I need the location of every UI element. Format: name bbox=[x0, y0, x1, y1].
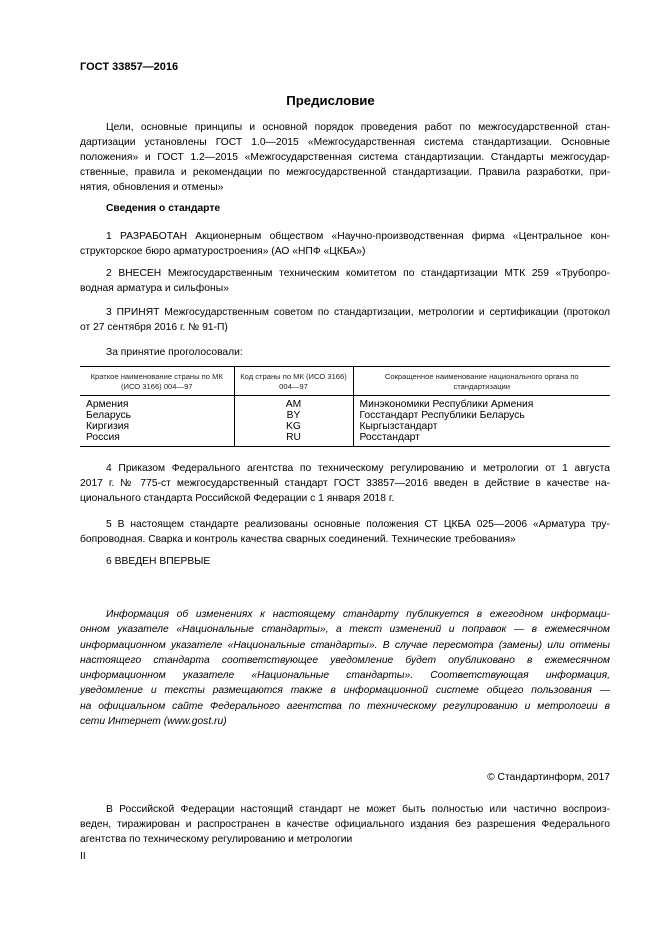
text-line: ционального стандарта Российской Федерации с 1 января 2018 г. bbox=[80, 493, 395, 504]
column-header-body: Сокращенное наименование национального органа по стандартизации bbox=[353, 367, 610, 396]
text-line: Цели, основные принципы и основной порядок проведения работ по межгосударственной стан- bbox=[106, 122, 610, 133]
body-cell: Госстандарт Республики Беларусь bbox=[353, 410, 610, 421]
code-cell: RU bbox=[234, 432, 353, 447]
text-line: от 27 сентября 2016 г. № 91-П) bbox=[80, 322, 228, 333]
code-cell: AM bbox=[234, 396, 353, 411]
text-line: 4 Приказом Федерального агентства по техническому регулированию и метрологии от 1 августа bbox=[106, 463, 610, 474]
text-line: на официальном сайте Федерального агентства по техническому регулированию и метрологии в bbox=[80, 700, 610, 712]
voting-table bbox=[80, 366, 610, 447]
body-cell: Кыргызстандарт bbox=[353, 421, 610, 432]
table-row bbox=[80, 410, 610, 421]
text-line: ственные, правила и рекомендации по межгосударственной стандартизации. Правила разработки, при- bbox=[80, 167, 610, 178]
code-cell: BY bbox=[234, 410, 353, 421]
copyright: © Стандартинформ, 2017 bbox=[487, 772, 610, 783]
country-cell: Россия bbox=[80, 432, 234, 447]
code-cell: KG bbox=[234, 421, 353, 432]
text-line: 3 ПРИНЯТ Межгосударственным советом по стандартизации, метрологии и сертификации (протокол bbox=[106, 307, 610, 318]
body-cell: Минэкономики Республики Армения bbox=[353, 396, 610, 411]
column-header-country: Краткое наименование страны по МК (ИСО 3166) 004—97 bbox=[80, 367, 234, 396]
country-cell: Армения bbox=[86, 399, 129, 410]
preface-intro bbox=[80, 120, 610, 195]
text-line: нятия, обновления и отмены» bbox=[80, 182, 224, 193]
reproduction-notice bbox=[80, 802, 610, 847]
item-6-first-introduced: 6 ВВЕДЕН ВПЕРВЫЕ bbox=[106, 556, 211, 567]
text-line: онном указателе «Национальные стандарты», а текст изменений и поправок — в ежемесячном bbox=[80, 624, 610, 636]
voted-label: За принятие проголосовали: bbox=[106, 347, 243, 358]
text-line: сети Интернет (www.gost.ru) bbox=[80, 716, 227, 728]
text-line: 5 В настоящем стандарте реализованы основные положения СТ ЦКБА 025—2006 «Арматура тру- bbox=[106, 519, 610, 530]
item-4-order bbox=[80, 461, 610, 506]
text-line: В Российской Федерации настоящий стандарт не может быть полностью или частично воспроиз- bbox=[106, 804, 610, 815]
text-line: настоящего стандарта соответствующее уведомление будет опубликовано в ежемесячном bbox=[80, 654, 610, 666]
table-row bbox=[80, 396, 610, 411]
text-line: структорское бюро арматуростроения» (АО «НПФ «ЦКБА») bbox=[80, 246, 366, 257]
text-line: 1 РАЗРАБОТАН Акционерным обществом «Научно-производственная фирма «Центральное кон- bbox=[106, 231, 610, 242]
page-number: II bbox=[80, 851, 86, 862]
text-line: информационном указателе «Национальные стандарты». Соответствующая информация, bbox=[80, 670, 610, 682]
text-line: 2017 г. № 775-ст межгосударственный стандарт ГОСТ 33857—2016 введен в действие в качестве на- bbox=[80, 478, 610, 489]
country-cell: Киргизия bbox=[86, 421, 130, 432]
country-cell: Беларусь bbox=[86, 410, 132, 421]
document-id: ГОСТ 33857—2016 bbox=[80, 61, 179, 73]
text-line: дартизации установлены ГОСТ 1.0—2015 «Межгосударственная система стандартизации. Основные bbox=[80, 137, 610, 148]
table-header-row bbox=[80, 367, 610, 396]
item-3-adopted bbox=[80, 305, 610, 335]
item-1-developed bbox=[80, 229, 610, 259]
text-line: положения» и ГОСТ 1.2—2015 «Межгосударственная система стандартизации. Стандарты межгосудар- bbox=[80, 152, 610, 163]
text-line: агентства по техническому регулированию и метрологии bbox=[80, 834, 353, 845]
changes-info-notice bbox=[80, 607, 610, 729]
text-line: водная арматура и сильфоны» bbox=[80, 283, 229, 294]
table-row bbox=[80, 421, 610, 432]
text-line: уведомление и тексты размещаются также в информационной системе общего пользования — bbox=[80, 685, 610, 697]
table-row bbox=[80, 432, 610, 447]
item-5-implemented bbox=[80, 517, 610, 547]
column-header-code: Код страны по МК (ИСО 3166) 004—97 bbox=[234, 367, 353, 396]
text-line: бопроводная. Сварка и контроль качества сварных соединений. Технические требования» bbox=[80, 534, 516, 545]
body-cell: Росстандарт bbox=[353, 432, 610, 447]
standard-info-heading: Сведения о стандарте bbox=[106, 203, 221, 214]
text-line: веден, тиражирован и распространен в качестве официального издания без разрешения Федерального bbox=[80, 819, 610, 830]
text-line: 2 ВНЕСЕН Межгосударственным техническим комитетом по стандартизации МТК 259 «Трубопро- bbox=[106, 268, 610, 279]
preface-title: Предисловие bbox=[286, 93, 375, 108]
item-2-introduced bbox=[80, 266, 610, 296]
text-line: Информация об изменениях к настоящему стандарту публикуется в ежегодном информаци- bbox=[106, 609, 610, 620]
text-line: информационном указателе «Национальные стандарты». В случае пересмотра (замены) или отмены bbox=[80, 639, 610, 651]
